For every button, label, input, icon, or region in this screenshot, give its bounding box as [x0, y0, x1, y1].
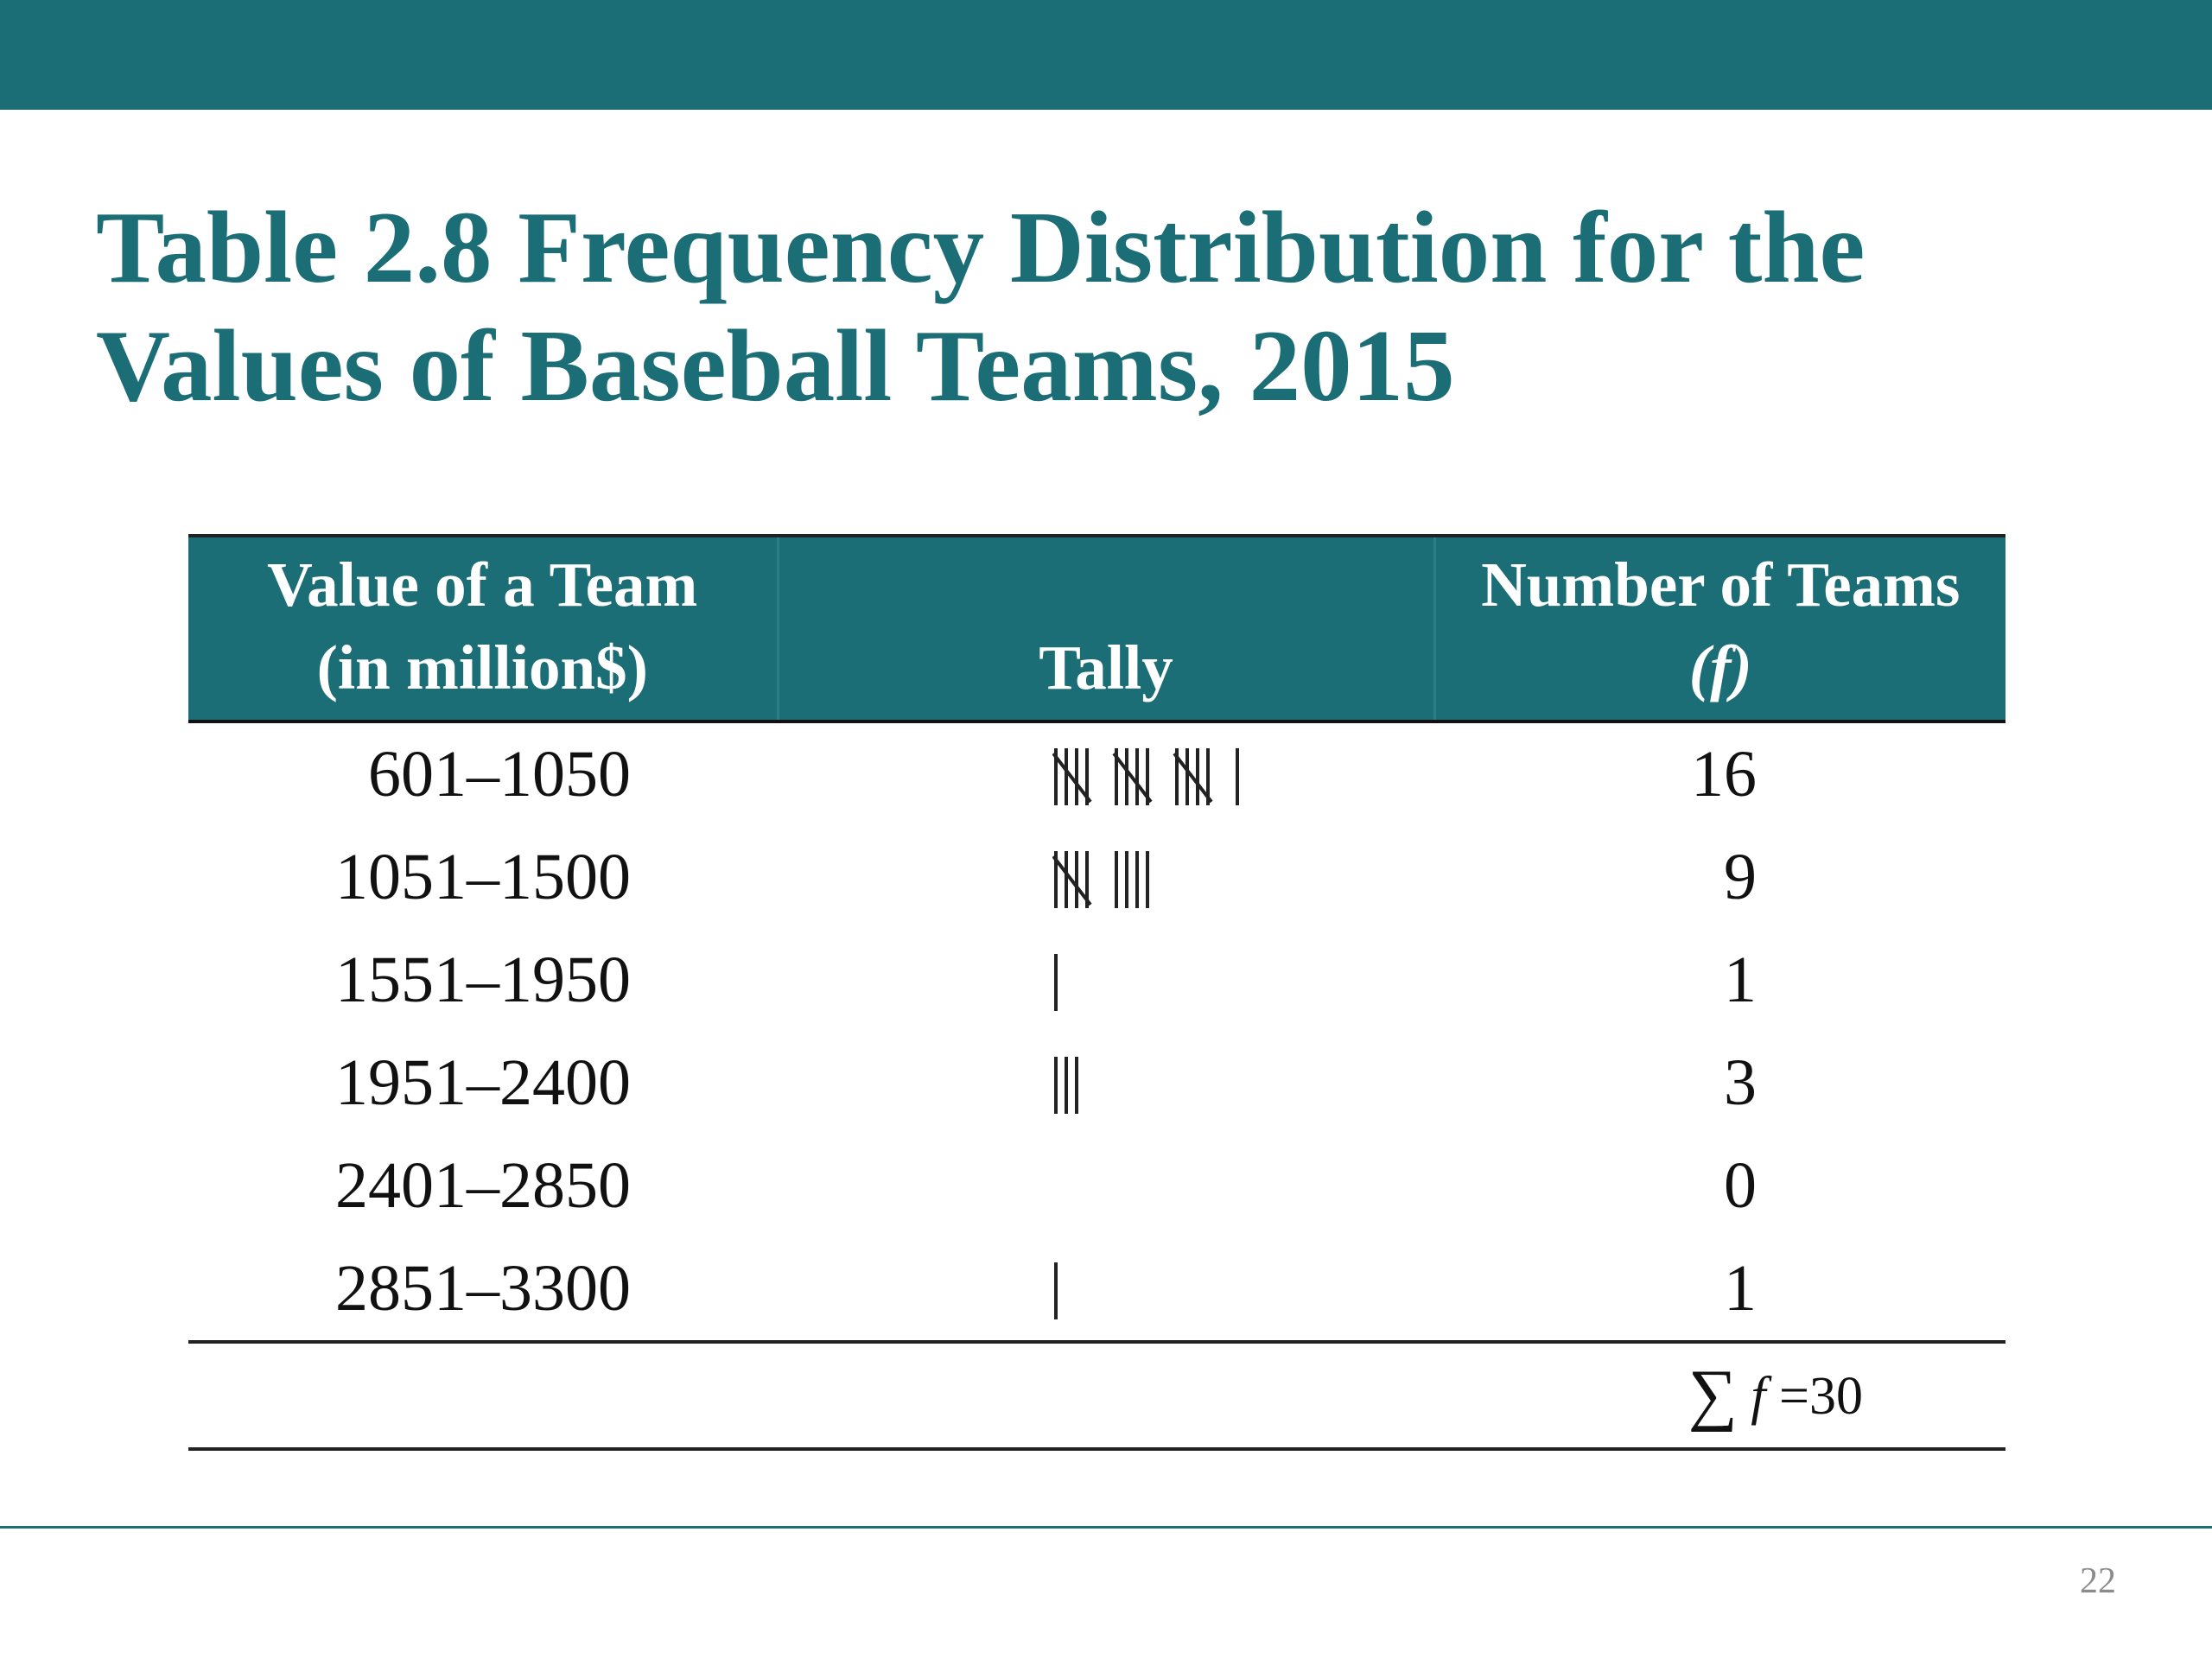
tally-marks — [1052, 741, 1251, 809]
page-number: 22 — [2080, 1561, 2116, 1601]
header-team-value — [188, 536, 778, 721]
team-count: 1 — [1434, 1237, 2005, 1342]
footer-divider — [0, 1526, 2212, 1529]
table-row — [188, 826, 2005, 929]
tally-cell — [778, 929, 1434, 1032]
team-value-range: 1951–2400 — [335, 1046, 631, 1119]
tally-marks — [1052, 947, 1070, 1014]
header-team-value-line-2: (in million$) — [316, 632, 648, 702]
tally-cell — [778, 721, 1434, 826]
header-tally — [778, 536, 1434, 721]
header-team-value-line-1: Value of a Team — [267, 550, 698, 620]
team-count: 0 — [1724, 1149, 1757, 1222]
table-header-row — [188, 536, 2005, 721]
table-body — [188, 721, 2005, 1342]
table-row — [188, 1237, 2005, 1342]
team-value-range: 2851–3300 — [188, 1237, 778, 1342]
table-row — [188, 1135, 2005, 1237]
tally-cell — [778, 1237, 1434, 1342]
team-count: 3 — [1724, 1046, 1757, 1119]
team-count: 16 — [1691, 738, 1757, 810]
team-count: 9 — [1724, 841, 1757, 913]
header-number-of-teams — [1434, 536, 2005, 721]
tally-cell — [778, 826, 1434, 929]
header-tally-label: Tally — [1039, 632, 1173, 702]
sigma-symbol: ∑ — [1688, 1357, 1738, 1433]
header-number-of-teams-line-1: Number of Teams — [1481, 550, 1961, 620]
team-value-range: 1051–1500 — [335, 841, 631, 913]
tally-cell — [778, 1135, 1434, 1237]
header-number-of-teams-line-2: (f) — [1688, 632, 1752, 702]
table-row — [188, 1032, 2005, 1135]
total-value: =30 — [1779, 1367, 1863, 1426]
slide-title — [96, 188, 2083, 425]
total-row — [188, 1342, 2005, 1449]
table-footer — [188, 1342, 2005, 1449]
team-count: 1 — [1724, 944, 1757, 1016]
table-header — [188, 536, 2005, 721]
tally-marks — [1052, 1255, 1070, 1323]
slide-title-line-2: Values of Baseball Teams, 2015 — [96, 308, 1455, 423]
total-spacer — [188, 1342, 778, 1449]
table-row — [188, 721, 2005, 826]
team-value-range: 601–1050 — [368, 738, 631, 810]
frequency-total — [1434, 1342, 2005, 1449]
team-value-range: 2401–2850 — [335, 1149, 631, 1222]
tally-marks — [1052, 844, 1161, 912]
tally-slash — [1053, 856, 1090, 905]
tally-marks — [1052, 1050, 1090, 1117]
frequency-table — [188, 534, 2005, 1451]
table-row — [188, 929, 2005, 1032]
tally-slash — [1114, 753, 1151, 802]
tally-cell — [778, 1032, 1434, 1135]
tally-slash — [1053, 753, 1090, 802]
team-value-range: 1551–1950 — [335, 944, 631, 1016]
tally-slash — [1174, 753, 1211, 802]
top-banner — [0, 0, 2212, 110]
total-f-symbol: f — [1751, 1367, 1766, 1426]
slide-title-line-1: Table 2.8 Frequency Distribution for the — [96, 190, 1866, 304]
total-spacer — [778, 1342, 1434, 1449]
